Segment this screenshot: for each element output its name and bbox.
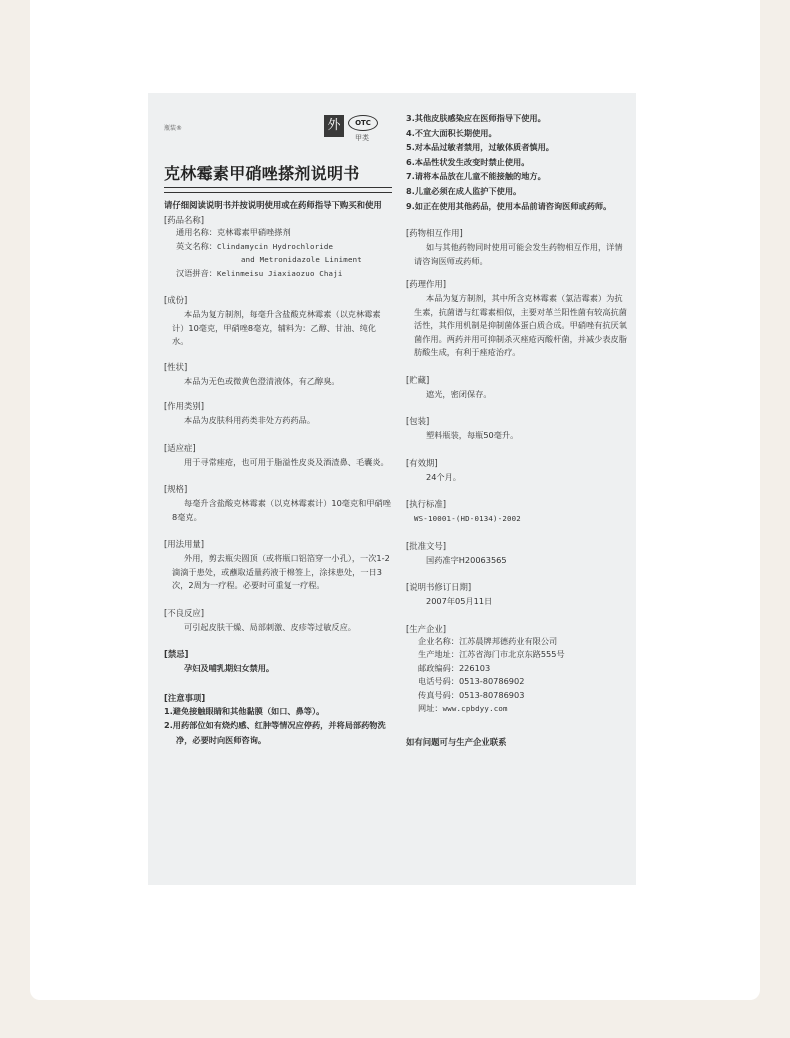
address-row [418,648,630,662]
external-use-icon: 外 [324,115,344,137]
website-value: www.cpbdyy.com [442,704,508,714]
section-text-indications: 用于寻常痤疮，也可用于脂溢性皮炎及酒渣鼻、毛囊炎。 [184,456,389,467]
section-text-standard: WS-10001-(HD-0134)-2002 [414,514,521,524]
otc-icon: OTC [348,115,378,131]
section-text-revision-date: 2007年05月11日 [426,596,493,607]
phone-row [418,675,630,689]
postcode-value: 226103 [458,662,491,673]
fax-row [418,689,630,703]
company-value: 江苏晨牌邦德药业有限公司 [458,635,558,646]
page-title: 克林霉素甲硝唑搽剂说明书 [164,164,360,183]
section-heading-category: [作用类别] [164,401,205,411]
website-row [418,702,630,716]
section-heading-package: [包装] [406,416,430,427]
precaution-item-7: 7.请将本品放在儿童不能接触的地方。 [406,171,546,182]
section-heading-indications: [适应症] [164,442,196,453]
section-heading-interactions: [药物相互作用] [406,228,463,239]
precaution-item-3: 3.其他皮肤感染应在医师指导下使用。 [406,113,546,123]
section-text-package: 塑料瓶装，每瓶50毫升。 [426,430,519,441]
section-heading-expiry: [有效期] [406,457,438,468]
section-text-approval: 国药准字H20063565 [426,554,507,565]
section-text-storage: 遮光，密闭保存。 [426,388,492,399]
precaution-item-5: 5.对本品过敏者禁用，过敏体质者慎用。 [406,142,554,153]
header-row [164,109,392,149]
english-name-row [176,240,392,254]
section-heading-revision-date: [说明书修订日期] [406,582,472,593]
section-heading-pharmacology: [药理作用] [406,279,447,290]
precaution-item-2: 2.用药部位如有烧灼感、红肿等情况应停药，并将局部药物洗净，必要时向医师咨询。 [164,720,386,745]
pinyin-name-value: Kelinmeisu Jiaxiaozuo Chaji [216,268,343,278]
english-name-value-2: and Metronidazole Liniment [241,255,362,264]
section-heading-dosage: [用法用量] [164,539,205,549]
section-heading-contraindication: [禁忌] [164,649,189,659]
english-name-value-1: Clindamycin Hydrochloride [216,241,334,251]
title-divider [164,187,392,193]
contact-note: 如有问题可与生产企业联系 [406,736,507,747]
section-text-appearance: 本品为无色或微黄色澄清液体，有乙醇臭。 [184,375,340,386]
precaution-item-4: 4.不宜大面积长期使用。 [406,127,497,138]
precaution-item-8: 8.儿童必须在成人监护下使用。 [406,185,522,196]
precaution-item-9: 9.如正在使用其他药品，使用本品前请咨询医师或药师。 [406,200,612,211]
brand-mark: 瓶装® [164,125,183,132]
generic-name-label: 通用名称： [176,227,217,237]
section-text-adverse: 可引起皮肤干燥、局部刺激、皮疹等过敏反应。 [184,621,356,632]
section-text-pharmacology: 本品为复方制剂，其中所含克林霉素（氯洁霉素）为抗生素，抗菌谱与红霉素相似，主要对革兰阳性菌有较高抗菌活性，其作用机制是抑制菌体蛋白质合成。甲硝唑有抗厌氧菌作用。两药并用可抑制杀灭痤疮丙酸杆菌，并减少表皮脂肪酸生成，有利于痤疮治疗。 [414,293,627,358]
section-heading-standard: [执行标准] [406,499,447,510]
section-heading-specification: [规格] [164,484,188,494]
section-heading-ingredients: [成份] [164,295,188,305]
section-heading-precautions: [注意事项] [164,692,206,703]
section-text-expiry: 24个月。 [426,471,461,482]
phone-label: 电话号码： [418,676,459,687]
website-label: 网址： [418,703,443,714]
left-column [164,109,392,747]
generic-name-row [176,226,392,240]
section-heading-manufacturer: [生产企业] [406,623,447,634]
fax-label: 传真号码： [418,689,459,700]
section-heading-appearance: [性状] [164,361,188,372]
section-text-ingredients: 本品为复方制剂，每毫升含盐酸克林霉素（以克林霉素计）10毫克，甲硝唑8毫克，辅料为：乙醇、甘油、纯化水。 [172,309,381,346]
section-text-interactions: 如与其他药物同时使用可能会发生药物相互作用，详情请咨询医师或药师。 [414,242,623,266]
english-name-row-2 [176,253,392,267]
precaution-item-1: 1.避免接触眼睛和其他黏膜（如口、鼻等）。 [164,705,325,716]
instruction-leaflet [148,93,636,885]
company-label: 企业名称： [418,635,459,646]
postcode-label: 邮政编码： [418,662,459,673]
section-text-specification: 每毫升含盐酸克林霉素（以克林霉素计）10毫克和甲硝唑8毫克。 [172,498,391,522]
section-text-dosage: 外用，剪去瓶尖圆顶（或将瓶口铝箔穿一小孔），一次1-2滴滴于患处，或蘸取适量药液于棉签上，涂抹患处，一日3次，2周为一疗程。必要时可重复一疗程。 [172,553,390,590]
section-text-contraindication: 孕妇及哺乳期妇女禁用。 [184,663,275,673]
section-heading-approval: [批准文号] [406,540,447,551]
section-text-category: 本品为皮肤科用药类非处方药药品。 [184,415,316,425]
precaution-item-6: 6.本品性状发生改变时禁止使用。 [406,156,530,167]
otc-class-label: 甲类 [355,134,369,142]
right-column [406,111,630,748]
address-value: 江苏省海门市北京东路555号 [458,649,565,660]
pinyin-name-row [176,267,392,281]
generic-name-value: 克林霉素甲硝唑搽剂 [216,227,291,237]
section-heading-adverse: [不良反应] [164,607,205,618]
phone-value: 0513-80786902 [458,676,525,687]
postcode-row [418,662,630,676]
pinyin-name-label: 汉语拼音： [176,267,217,278]
address-label: 生产地址： [418,649,459,660]
usage-notice: 请仔细阅读说明书并按说明使用或在药师指导下购买和使用 [164,200,382,210]
company-row [418,635,630,649]
section-heading-storage: [贮藏] [406,374,430,385]
section-heading-names: [药品名称] [164,215,205,225]
fax-value: 0513-80786903 [458,689,525,700]
english-name-label: 英文名称： [176,240,217,251]
